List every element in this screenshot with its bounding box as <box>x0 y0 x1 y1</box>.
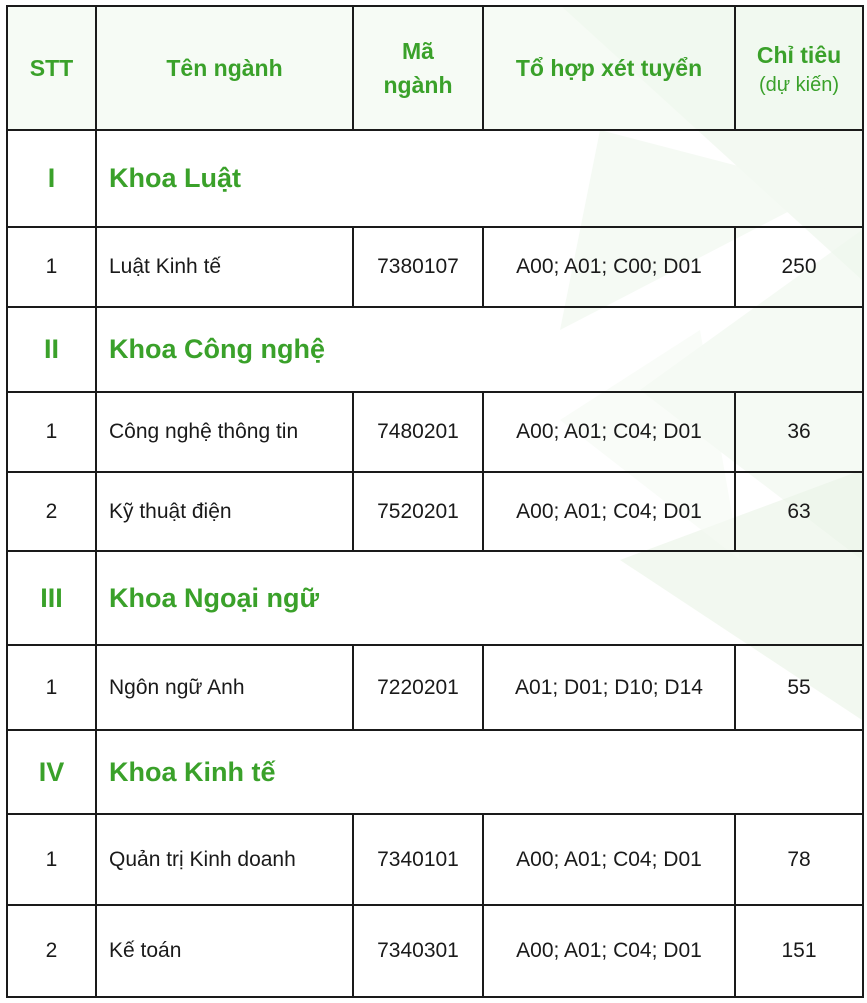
row-subject-combo: A00; A01; C04; D01 <box>483 392 735 472</box>
row-stt: 1 <box>7 814 96 905</box>
table-row <box>7 392 863 472</box>
header-chi-tieu-sub: (dự kiến) <box>758 74 840 96</box>
row-major-code: 7340101 <box>353 814 483 905</box>
section-roman: I <box>7 130 96 227</box>
section-row <box>7 730 863 814</box>
row-quota: 63 <box>735 472 863 551</box>
section-row <box>7 551 863 645</box>
row-subject-combo: A01; D01; D10; D14 <box>483 645 735 730</box>
row-quota: 55 <box>735 645 863 730</box>
row-subject-combo: A00; A01; C04; D01 <box>483 905 735 997</box>
table-row <box>7 645 863 730</box>
header-ma-nganh <box>353 6 483 130</box>
table-row <box>7 905 863 997</box>
row-subject-combo: A00; A01; C04; D01 <box>483 814 735 905</box>
row-major-code: 7340301 <box>353 905 483 997</box>
section-title: Khoa Luật <box>96 130 863 227</box>
row-major-name: Công nghệ thông tin <box>96 392 353 472</box>
header-ten-nganh: Tên ngành <box>96 6 353 130</box>
row-subject-combo: A00; A01; C00; D01 <box>483 227 735 307</box>
admission-quota-table <box>6 5 864 998</box>
section-roman: III <box>7 551 96 645</box>
section-roman: II <box>7 307 96 392</box>
row-subject-combo: A00; A01; C04; D01 <box>483 472 735 551</box>
row-major-name: Luật Kinh tế <box>96 227 353 307</box>
section-row <box>7 130 863 227</box>
row-stt: 2 <box>7 472 96 551</box>
section-row <box>7 307 863 392</box>
header-ma-nganh-line1: Mã <box>402 38 434 64</box>
header-to-hop: Tổ hợp xét tuyển <box>483 6 735 130</box>
header-stt: STT <box>7 6 96 130</box>
section-roman: IV <box>7 730 96 814</box>
section-title: Khoa Công nghệ <box>96 307 863 392</box>
row-stt: 1 <box>7 645 96 730</box>
table-row <box>7 814 863 905</box>
table-row <box>7 227 863 307</box>
row-major-name: Quản trị Kinh doanh <box>96 814 353 905</box>
row-major-code: 7380107 <box>353 227 483 307</box>
row-quota: 151 <box>735 905 863 997</box>
header-chi-tieu <box>735 6 863 130</box>
row-major-name: Kỹ thuật điện <box>96 472 353 551</box>
row-quota: 78 <box>735 814 863 905</box>
row-major-name: Kế toán <box>96 905 353 997</box>
header-chi-tieu-label: Chỉ tiêu <box>756 42 842 68</box>
section-title: Khoa Kinh tế <box>96 730 863 814</box>
row-major-code: 7480201 <box>353 392 483 472</box>
row-quota: 36 <box>735 392 863 472</box>
row-major-code: 7520201 <box>353 472 483 551</box>
header-ma-nganh-line2: ngành <box>383 72 453 98</box>
table-row <box>7 472 863 551</box>
row-major-code: 7220201 <box>353 645 483 730</box>
section-title: Khoa Ngoại ngữ <box>96 551 863 645</box>
table-header-row <box>7 6 863 130</box>
row-quota: 250 <box>735 227 863 307</box>
row-stt: 2 <box>7 905 96 997</box>
row-stt: 1 <box>7 227 96 307</box>
row-major-name: Ngôn ngữ Anh <box>96 645 353 730</box>
row-stt: 1 <box>7 392 96 472</box>
